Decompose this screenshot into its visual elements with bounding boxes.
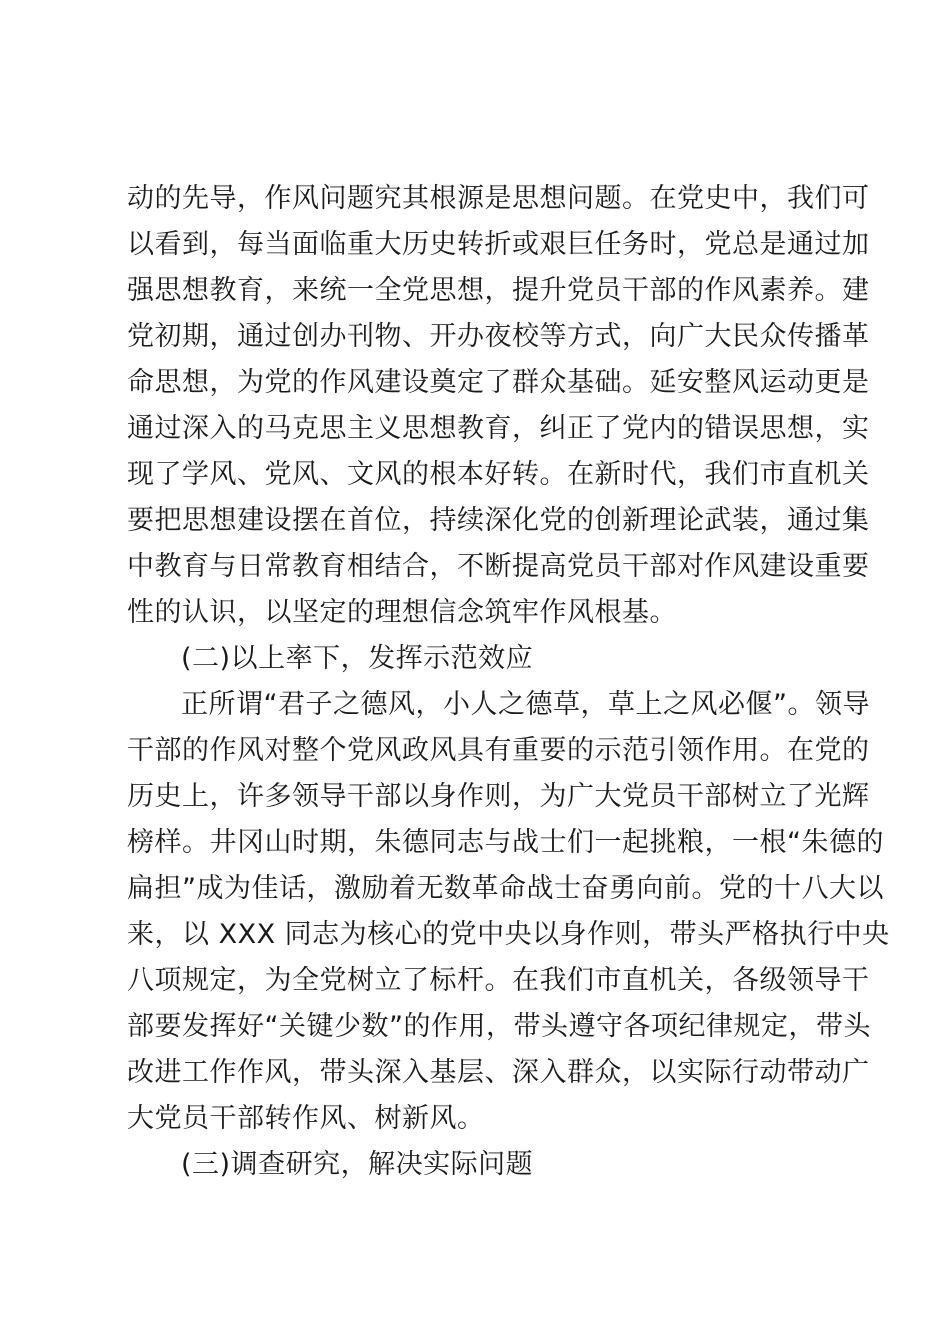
body-line: 扁担”成为佳话，激励着无数革命战士奋勇向前。党的十八大以 — [127, 873, 884, 904]
body-line: 来，以 XXX 同志为核心的党中央以身作则，带头严格执行中央 — [127, 919, 890, 950]
section-heading: (三)调查研究，解决实际问题 — [181, 1149, 534, 1180]
body-line: 八项规定，为全党树立了标杆。在我们市直机关，各级领导干 — [127, 965, 870, 996]
body-line: 改进工作作风，带头深入基层、深入群众，以实际行动带动广 — [127, 1057, 870, 1088]
body-line: 历史上，许多领导干部以身作则，为广大党员干部树立了光辉 — [127, 781, 870, 812]
body-line: 大党员干部转作风、树新风。 — [127, 1103, 485, 1134]
body-line: 动的先导，作风问题究其根源是思想问题。在党史中，我们可 — [127, 183, 870, 214]
body-line: 以看到，每当面临重大历史转折或艰巨任务时，党总是通过加 — [127, 229, 870, 260]
body-line: 强思想教育，来统一全党思想，提升党员干部的作风素养。建 — [127, 275, 870, 306]
body-line: 部要发挥好“关键少数”的作用，带头遵守各项纪律规定，带头 — [127, 1011, 871, 1042]
body-line: 干部的作风对整个党风政风具有重要的示范引领作用。在党的 — [127, 735, 870, 766]
body-line: 通过深入的马克思主义思想教育，纠正了党内的错误思想，实 — [127, 413, 870, 444]
body-line: 性的认识，以坚定的理想信念筑牢作风根基。 — [127, 597, 677, 628]
body-line: 党初期，通过创办刊物、开办夜校等方式，向广大民众传播革 — [127, 321, 870, 352]
body-line: 榜样。井冈山时期，朱德同志与战士们一起挑粮，一根“朱德的 — [127, 827, 884, 858]
body-line: 命思想，为党的作风建设奠定了群众基础。延安整风运动更是 — [127, 367, 870, 398]
body-line: 中教育与日常教育相结合，不断提高党员干部对作风建设重要 — [127, 551, 870, 582]
section-heading: (二)以上率下，发挥示范效应 — [181, 643, 534, 674]
body-line: 现了学风、党风、文风的根本好转。在新时代，我们市直机关 — [127, 459, 870, 490]
paragraph-first-line: 正所谓“君子之德风，小人之德草，草上之风必偃”。领导 — [181, 689, 870, 720]
body-line: 要把思想建设摆在首位，持续深化党的创新理论武装，通过集 — [127, 505, 870, 536]
